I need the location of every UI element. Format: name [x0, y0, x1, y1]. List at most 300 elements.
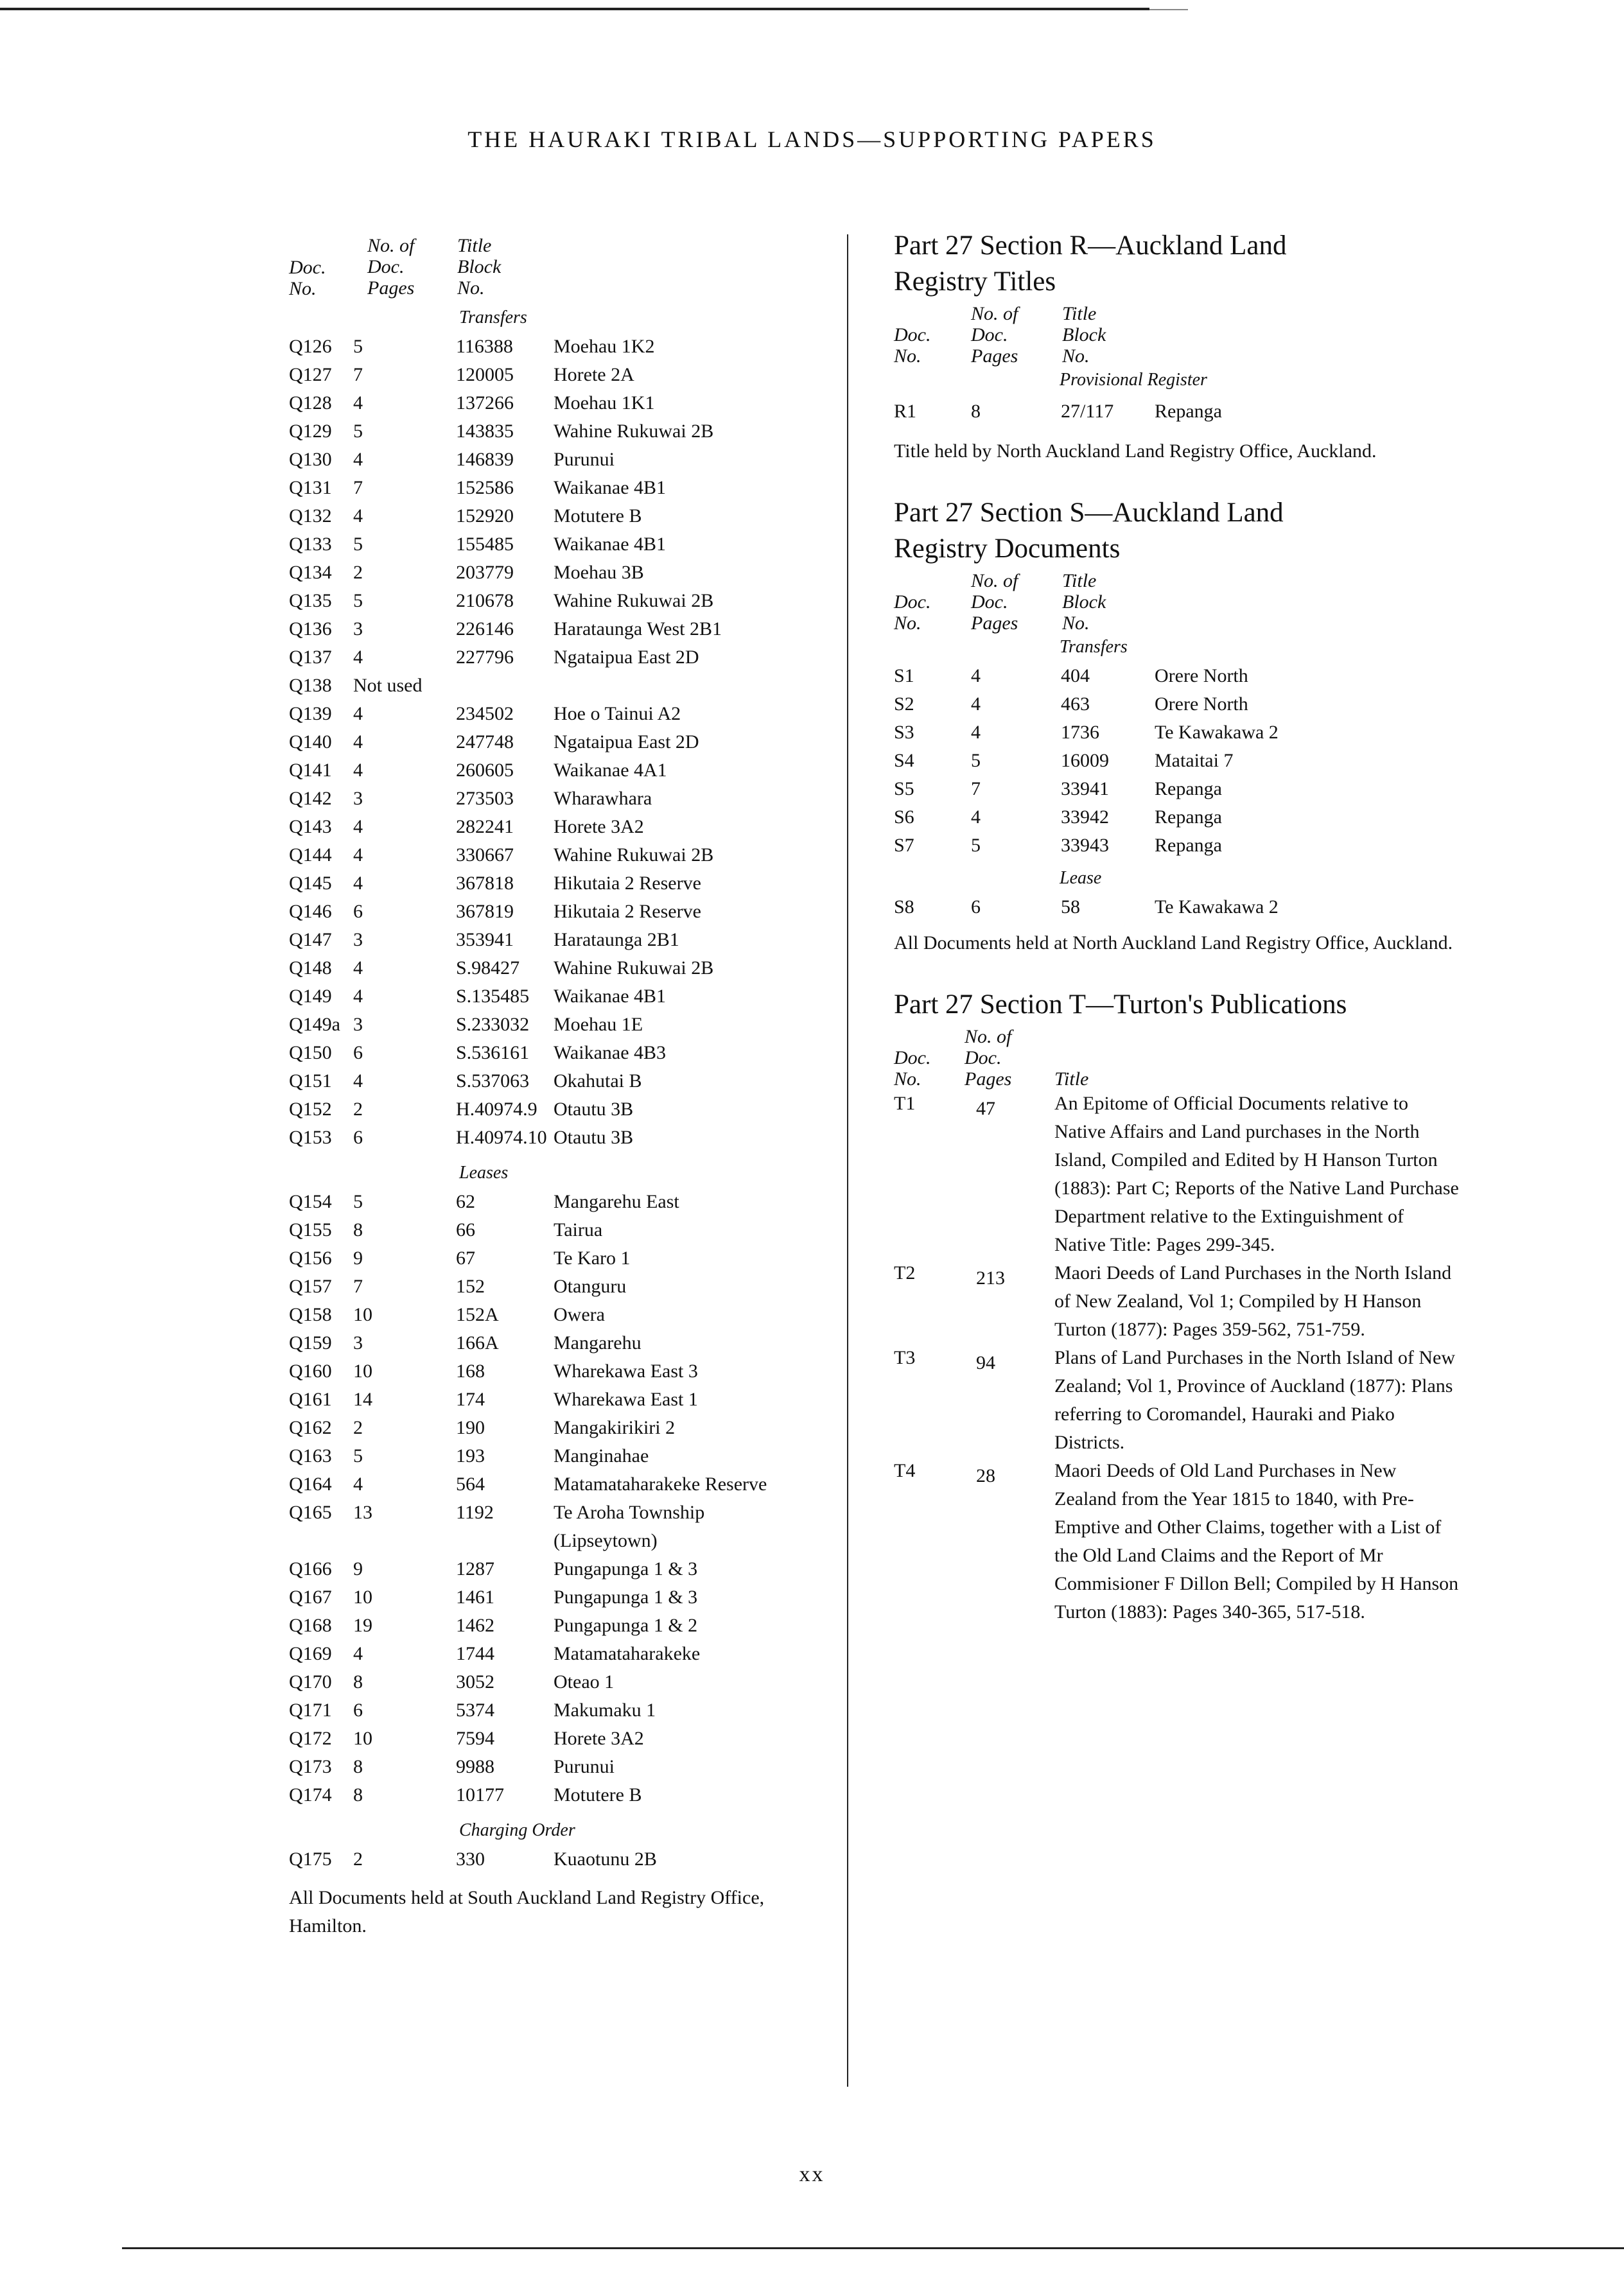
title-block-cell: 33943: [1061, 835, 1109, 856]
pages-cell: 4: [353, 505, 363, 526]
table-row: [289, 446, 841, 474]
title-block-cell: H.40974.9: [456, 1099, 537, 1120]
land-name-cell: Moehau 1E: [554, 1014, 643, 1035]
doc-no-cell: Q133: [289, 534, 332, 555]
pages-cell: 3: [353, 1332, 363, 1353]
pages-cell: 4: [353, 1474, 363, 1495]
doc-no-cell: Q172: [289, 1728, 332, 1749]
title-block-cell: 137266: [456, 392, 514, 413]
table-row: S8 6 58 Te Kawakawa 2: [894, 896, 1279, 918]
pages-cell: 4: [353, 957, 363, 979]
doc-no-cell: Q165: [289, 1502, 332, 1523]
table-row: [894, 775, 1459, 803]
pages-cell: 4: [353, 392, 363, 413]
pages-cell: 6: [353, 901, 363, 922]
table-row: [289, 1845, 841, 1874]
pages-cell: 4: [353, 760, 363, 781]
doc-no-cell: Q146: [289, 901, 332, 922]
pages-cell: 3: [353, 929, 363, 950]
section-subheading: Transfers: [459, 308, 527, 327]
doc-no-cell: Q144: [289, 844, 332, 866]
doc-no-cell: Q140: [289, 731, 332, 753]
table-row: [289, 530, 841, 559]
pages-cell: 6: [353, 1127, 363, 1148]
table-row: [289, 1124, 841, 1152]
table-row: [289, 615, 841, 643]
pages-cell: 2: [353, 562, 363, 583]
pages-cell: 5: [971, 750, 981, 771]
title-block-cell: 33941: [1061, 778, 1109, 799]
part-t-title: Part 27 Section T—Turton's Publications: [894, 989, 1347, 1020]
publication-title-cell: Maori Deeds of Land Purchases in the North Island of New Zealand, Vol 1; Compiled by H Hanson Turton (1877): Pages 359-562, 751-759.: [1054, 1262, 1452, 1340]
land-name-cell: Ngataipua East 2D: [554, 731, 699, 753]
doc-no-cell: Q134: [289, 562, 332, 583]
title-block-cell: 1736: [1061, 722, 1099, 743]
land-name-cell: Okahutai B: [554, 1070, 642, 1092]
table-row: [289, 926, 841, 954]
land-name-cell: Te Kawakawa 2: [1155, 722, 1279, 743]
pages-cell: 4: [971, 665, 981, 686]
pages-cell: 8: [353, 1671, 363, 1692]
title-block-cell: 152920: [456, 505, 514, 526]
land-name-cell: Orere North: [1155, 693, 1248, 715]
table-row: [289, 1753, 841, 1781]
table-row: [289, 672, 841, 700]
title-block-cell: 193: [456, 1445, 485, 1466]
land-name-cell: Waikanae 4A1: [554, 760, 667, 781]
pages-cell: 2: [353, 1849, 363, 1870]
publication-row: [894, 1457, 1459, 1626]
table-row: [289, 417, 841, 446]
top-rule: [0, 8, 1149, 10]
doc-no-cell: Q170: [289, 1671, 332, 1692]
pages-cell: 7: [353, 1276, 363, 1297]
pages-cell: 2: [353, 1099, 363, 1120]
pages-cell: 4: [353, 731, 363, 753]
land-name-cell: Pungapunga 1 & 2: [554, 1615, 698, 1636]
title-block-cell: S.536161: [456, 1042, 530, 1063]
pages-cell: 4: [353, 844, 363, 866]
land-name-cell: Mangarehu East: [554, 1191, 679, 1212]
table-row: [289, 898, 841, 926]
land-name-cell: Owera: [554, 1304, 605, 1325]
title-block-cell: 152586: [456, 477, 514, 498]
title-block-cell: 5374: [456, 1700, 494, 1721]
land-name-cell: Otanguru: [554, 1276, 627, 1297]
publication-title-cell: Maori Deeds of Old Land Purchases in New Zealand from the Year 1815 to 1840, with Pre-Emptive and Other Claims, together with a List of the Old Land Claims and the Report of Mr Commisioner F Dillon Bell; Compiled by H Hanson Turton (1883): Pages 340-365, 517-518.: [1054, 1460, 1459, 1623]
land-name-cell: Horete 2A: [554, 364, 634, 385]
doc-no-cell: T1: [894, 1093, 916, 1114]
doc-no-cell: Q159: [289, 1332, 332, 1353]
land-name-cell: Manginahae: [554, 1445, 649, 1466]
doc-no-cell: Q171: [289, 1700, 332, 1721]
table-row: [894, 718, 1459, 747]
left-table-header: [289, 231, 841, 303]
left-column: [289, 231, 841, 1940]
title-block-cell: 1744: [456, 1643, 494, 1664]
table-row: [289, 1095, 841, 1124]
land-name-cell: Mangarehu: [554, 1332, 642, 1353]
land-name-cell: Orere North: [1155, 665, 1248, 686]
pages-cell: 8: [353, 1219, 363, 1240]
doc-no-cell: Q158: [289, 1304, 332, 1325]
table-row: [894, 803, 1459, 831]
pages-cell: 5: [353, 421, 363, 442]
title-block-cell: 234502: [456, 703, 514, 724]
pages-cell: 9: [353, 1558, 363, 1579]
table-row: [289, 1244, 841, 1273]
title-block-cell: 367819: [456, 901, 514, 922]
table-row: [289, 1067, 841, 1095]
table-row: [289, 1039, 841, 1067]
land-name-cell: Matamataharakeke: [554, 1643, 701, 1664]
doc-no-cell: Q157: [289, 1276, 332, 1297]
land-name-cell: Waikanae 4B1: [554, 534, 667, 555]
land-name-cell: Moehau 1K1: [554, 392, 655, 413]
pages-cell: 213: [976, 1267, 1005, 1289]
title-block-cell: 152A: [456, 1304, 499, 1325]
title-block-cell: 62: [456, 1191, 475, 1212]
doc-no-cell: Q126: [289, 336, 332, 357]
pages-cell: 94: [976, 1352, 995, 1373]
pages-cell: 5: [353, 1191, 363, 1212]
doc-no-cell: S6: [894, 806, 914, 828]
doc-no-cell: Q166: [289, 1558, 332, 1579]
title-block-cell: 166A: [456, 1332, 499, 1353]
land-name-cell: Kuaotunu 2B: [554, 1849, 657, 1870]
land-name-cell: Pungapunga 1 & 3: [554, 1587, 698, 1608]
title-block-cell: 247748: [456, 731, 514, 753]
section-subheading: Leases: [459, 1163, 509, 1183]
title-block-cell: 404: [1061, 665, 1090, 686]
doc-no-cell: Q175: [289, 1849, 332, 1870]
pages-cell: 5: [353, 590, 363, 611]
pages-cell: 3: [353, 1014, 363, 1035]
pages-cell: 4: [353, 449, 363, 470]
land-name-cell: Hoe o Tainui A2: [554, 703, 681, 724]
title-block-cell: 564: [456, 1474, 485, 1495]
land-name-cell: Otautu 3B: [554, 1099, 634, 1120]
doc-no-cell: Q137: [289, 647, 332, 668]
table-row: [289, 1188, 841, 1216]
title-block-cell: H.40974.10: [456, 1127, 547, 1148]
doc-no-cell: Q147: [289, 929, 332, 950]
left-table-body: [289, 303, 841, 1874]
title-block-cell: 116388: [456, 336, 513, 357]
doc-no-cell: Q127: [289, 364, 332, 385]
title-block-cell: 146839: [456, 449, 514, 470]
doc-no-cell: Q153: [289, 1127, 332, 1148]
section-subheading: Charging Order: [459, 1820, 575, 1840]
pages-cell: 6: [353, 1700, 363, 1721]
publication-row: [894, 1090, 1459, 1259]
running-head: THE HAURAKI TRIBAL LANDS—SUPPORTING PAPERS: [467, 126, 1157, 152]
title-block-cell: 330667: [456, 844, 514, 866]
doc-no-cell: Q141: [289, 760, 332, 781]
pages-cell: 7: [353, 477, 363, 498]
table-row: [289, 756, 841, 785]
land-name-cell: Repanga: [1155, 778, 1222, 799]
pages-cell: 7: [971, 778, 981, 799]
doc-no-cell: Q169: [289, 1643, 332, 1664]
title-block-cell: 33942: [1061, 806, 1109, 828]
title-block-cell: 168: [456, 1361, 485, 1382]
doc-no-cell: T4: [894, 1460, 916, 1481]
pages-cell: 10: [353, 1728, 372, 1749]
doc-no-cell: Q164: [289, 1474, 332, 1495]
land-name-cell: Pungapunga 1 & 3: [554, 1558, 698, 1579]
table-row: [289, 1011, 841, 1039]
doc-no-cell: Q152: [289, 1099, 332, 1120]
part-r-subheading: Provisional Register: [1060, 370, 1207, 390]
table-row: [289, 954, 841, 982]
pages-cell: 4: [353, 816, 363, 837]
pages-cell: 3: [353, 788, 363, 809]
pages-cell: 4: [353, 647, 363, 668]
pages-cell: 5: [353, 336, 363, 357]
table-row: [289, 587, 841, 615]
doc-no-cell: Q173: [289, 1756, 332, 1777]
title-block-cell: 353941: [456, 929, 514, 950]
doc-no-cell: Q139: [289, 703, 332, 724]
part-t-table-body: [894, 1090, 1459, 1626]
land-name-cell: Mangakirikiri 2: [554, 1417, 676, 1438]
page-number: xx: [799, 2162, 825, 2186]
doc-no-cell: Q154: [289, 1191, 332, 1212]
title-block-cell: 143835: [456, 421, 514, 442]
publication-row: [894, 1259, 1459, 1344]
title-block-cell: 463: [1061, 693, 1090, 715]
doc-no-cell: Q168: [289, 1615, 332, 1636]
title-block-cell: 155485: [456, 534, 514, 555]
pages-cell: 28: [976, 1465, 995, 1486]
title-block-cell: 273503: [456, 788, 514, 809]
doc-no-cell: S7: [894, 835, 914, 856]
bottom-rule: [122, 2247, 1624, 2249]
part-s-note: All Documents held at North Auckland Land Registry Office, Auckland.: [894, 932, 1453, 953]
header-pages: No. of Doc. Pages: [367, 235, 415, 299]
doc-no-cell: Q143: [289, 816, 332, 837]
title-block-cell: 226146: [456, 618, 514, 640]
doc-no-cell: Q150: [289, 1042, 332, 1063]
title-block-cell: S.537063: [456, 1070, 530, 1092]
pages-cell: 2: [353, 1417, 363, 1438]
title-block-cell: 66: [456, 1219, 475, 1240]
doc-no-cell: Q163: [289, 1445, 332, 1466]
pages-cell: 7: [353, 364, 363, 385]
part-s-header: Doc. No. No. of Doc. Pages Title Block No.: [894, 570, 1106, 634]
doc-no-cell: Q132: [289, 505, 332, 526]
table-row: [289, 1301, 841, 1329]
doc-no-cell: S3: [894, 722, 914, 743]
table-row: [289, 1555, 841, 1583]
doc-no-cell: Q142: [289, 788, 332, 809]
title-block-cell: 10177: [456, 1784, 504, 1805]
pages-cell: 4: [353, 873, 363, 894]
doc-no-cell: Q162: [289, 1417, 332, 1438]
land-name-cell: Waikanae 4B1: [554, 477, 667, 498]
pages-cell: 4: [353, 1070, 363, 1092]
land-name-cell: Wharekawa East 1: [554, 1389, 698, 1410]
land-name-cell: Horete 3A2: [554, 1728, 644, 1749]
doc-no-cell: S1: [894, 665, 914, 686]
table-row: [289, 1583, 841, 1612]
land-name-cell: Motutere B: [554, 505, 642, 526]
land-name-cell: Mataitai 7: [1155, 750, 1234, 771]
pages-cell: 47: [976, 1098, 995, 1119]
table-row: [894, 747, 1459, 775]
land-name-cell: Hikutaia 2 Reserve: [554, 873, 701, 894]
doc-no-cell: Q145: [289, 873, 332, 894]
pages-cell: 8: [353, 1784, 363, 1805]
table-row: [289, 1640, 841, 1668]
doc-no-cell: T3: [894, 1347, 916, 1368]
right-column: [894, 228, 1459, 1626]
land-name-cell: Waikanae 4B1: [554, 986, 667, 1007]
title-block-cell: 1462: [456, 1615, 494, 1636]
title-block-cell: 1287: [456, 1558, 494, 1579]
table-row: [289, 1357, 841, 1386]
table-row: [289, 1386, 841, 1414]
table-row: [289, 502, 841, 530]
title-block-cell: 7594: [456, 1728, 494, 1749]
pages-cell: 4: [971, 806, 981, 828]
title-block-cell: 16009: [1061, 750, 1109, 771]
pages-cell: 5: [353, 1445, 363, 1466]
title-block-cell: 203779: [456, 562, 514, 583]
doc-no-cell: Q161: [289, 1389, 332, 1410]
land-name-cell: Wharekawa East 3: [554, 1361, 698, 1382]
part-r-header: Doc. No. No. of Doc. Pages Title Block No.: [894, 303, 1106, 367]
table-row: [289, 1273, 841, 1301]
title-block-cell: 67: [456, 1248, 475, 1269]
pages-cell: 13: [353, 1502, 372, 1523]
table-row: [894, 831, 1459, 860]
pages-cell: 4: [971, 693, 981, 715]
column-divider: [847, 234, 848, 2087]
land-name-cell: Horete 3A2: [554, 816, 644, 837]
land-name-cell: Waikanae 4B3: [554, 1042, 667, 1063]
title-block-cell: 330: [456, 1849, 485, 1870]
table-row: [289, 813, 841, 841]
doc-no-cell: Q130: [289, 449, 332, 470]
table-row: [289, 1499, 841, 1555]
title-block-cell: S.233032: [456, 1014, 530, 1035]
table-row: [289, 700, 841, 728]
table-row: [289, 361, 841, 389]
top-rule-faint: [1149, 9, 1188, 10]
pages-cell: 10: [353, 1587, 372, 1608]
table-row: [289, 1725, 841, 1753]
pages-cell: 4: [353, 1643, 363, 1664]
table-row: [894, 690, 1459, 718]
pages-cell: 5: [353, 534, 363, 555]
table-row: [289, 785, 841, 813]
land-name-cell: Matamataharakeke Reserve: [554, 1474, 767, 1495]
publication-title-cell: Plans of Land Purchases in the North Island of New Zealand; Vol 1, Province of Auckland (1877): Plans referring to Coromandel, Hauraki and Piako Districts.: [1054, 1347, 1456, 1453]
land-name-cell: Tairua: [554, 1219, 603, 1240]
table-row: [289, 559, 841, 587]
title-block-cell: 190: [456, 1417, 485, 1438]
pages-cell: 4: [353, 703, 363, 724]
doc-no-cell: Q167: [289, 1587, 332, 1608]
table-row: [289, 1414, 841, 1442]
land-name-cell: Hikutaia 2 Reserve: [554, 901, 701, 922]
part-s-lease-subheading: Lease: [1060, 868, 1102, 888]
table-row: [289, 982, 841, 1011]
pages-cell: 14: [353, 1389, 372, 1410]
pages-cell: Not used: [353, 675, 423, 696]
table-row: [289, 389, 841, 417]
pages-cell: 10: [353, 1361, 372, 1382]
table-row: [289, 1442, 841, 1470]
table-row: [289, 1329, 841, 1357]
table-row: [289, 1668, 841, 1696]
doc-no-cell: Q135: [289, 590, 332, 611]
title-block-cell: 9988: [456, 1756, 494, 1777]
doc-no-cell: Q160: [289, 1361, 332, 1382]
doc-no-cell: Q149a: [289, 1014, 340, 1035]
table-row: [289, 728, 841, 756]
land-name-cell: Harataunga 2B1: [554, 929, 679, 950]
title-block-cell: 174: [456, 1389, 485, 1410]
table-row: [289, 841, 841, 869]
part-s-title-line1: Part 27 Section S—Auckland Land: [894, 498, 1284, 528]
land-name-cell: Ngataipua East 2D: [554, 647, 699, 668]
doc-no-cell: S2: [894, 693, 914, 715]
title-block-cell: 1461: [456, 1587, 494, 1608]
land-name-cell: Otautu 3B: [554, 1127, 634, 1148]
land-name-cell: Wahine Rukuwai 2B: [554, 590, 714, 611]
land-name-cell: Repanga: [1155, 835, 1222, 856]
doc-no-cell: Q128: [289, 392, 332, 413]
title-block-cell: 367818: [456, 873, 514, 894]
land-name-cell: Motutere B: [554, 1784, 642, 1805]
land-name-cell: Wharawhara: [554, 788, 652, 809]
pages-cell: 3: [353, 618, 363, 640]
title-block-cell: 1192: [456, 1502, 494, 1523]
title-block-cell: 120005: [456, 364, 514, 385]
header-title-block: Title Block No.: [457, 235, 502, 299]
land-name-cell: Wahine Rukuwai 2B: [554, 957, 714, 979]
publication-title-cell: An Epitome of Official Documents relative to Native Affairs and Land purchases in the North Island, Compiled and Edited by H Hanson Turton (1883): Part C; Reports of the Native Land Purchase Department relative to the Extinguishment of Native Title: Pages 299-345.: [1054, 1093, 1459, 1255]
land-name-cell: Wahine Rukuwai 2B: [554, 844, 714, 866]
title-block-cell: 152: [456, 1276, 485, 1297]
pages-cell: 5: [971, 835, 981, 856]
title-block-cell: S.98427: [456, 957, 520, 979]
part-r-note: Title held by North Auckland Land Registry Office, Auckland.: [894, 440, 1377, 462]
title-block-cell: 210678: [456, 590, 514, 611]
table-row: R1 8 27/117 Repanga: [894, 401, 1222, 422]
title-block-cell: 227796: [456, 647, 514, 668]
land-name-cell: Purunui: [554, 449, 615, 470]
pages-cell: 8: [353, 1756, 363, 1777]
doc-no-cell: Q149: [289, 986, 332, 1007]
title-block-cell: 260605: [456, 760, 514, 781]
part-r-title-line2: Registry Titles: [894, 266, 1056, 297]
doc-no-cell: Q151: [289, 1070, 332, 1092]
left-note: All Documents held at South Auckland Land Registry Office, Hamilton.: [289, 1887, 765, 1936]
land-name-cell: Purunui: [554, 1756, 615, 1777]
pages-cell: 6: [353, 1042, 363, 1063]
doc-no-cell: S4: [894, 750, 914, 771]
doc-no-cell: Q138: [289, 675, 332, 696]
table-row: [289, 333, 841, 361]
title-block-cell: 3052: [456, 1671, 494, 1692]
doc-no-cell: Q129: [289, 421, 332, 442]
land-name-cell: Moehau 1K2: [554, 336, 655, 357]
pages-cell: 19: [353, 1615, 372, 1636]
